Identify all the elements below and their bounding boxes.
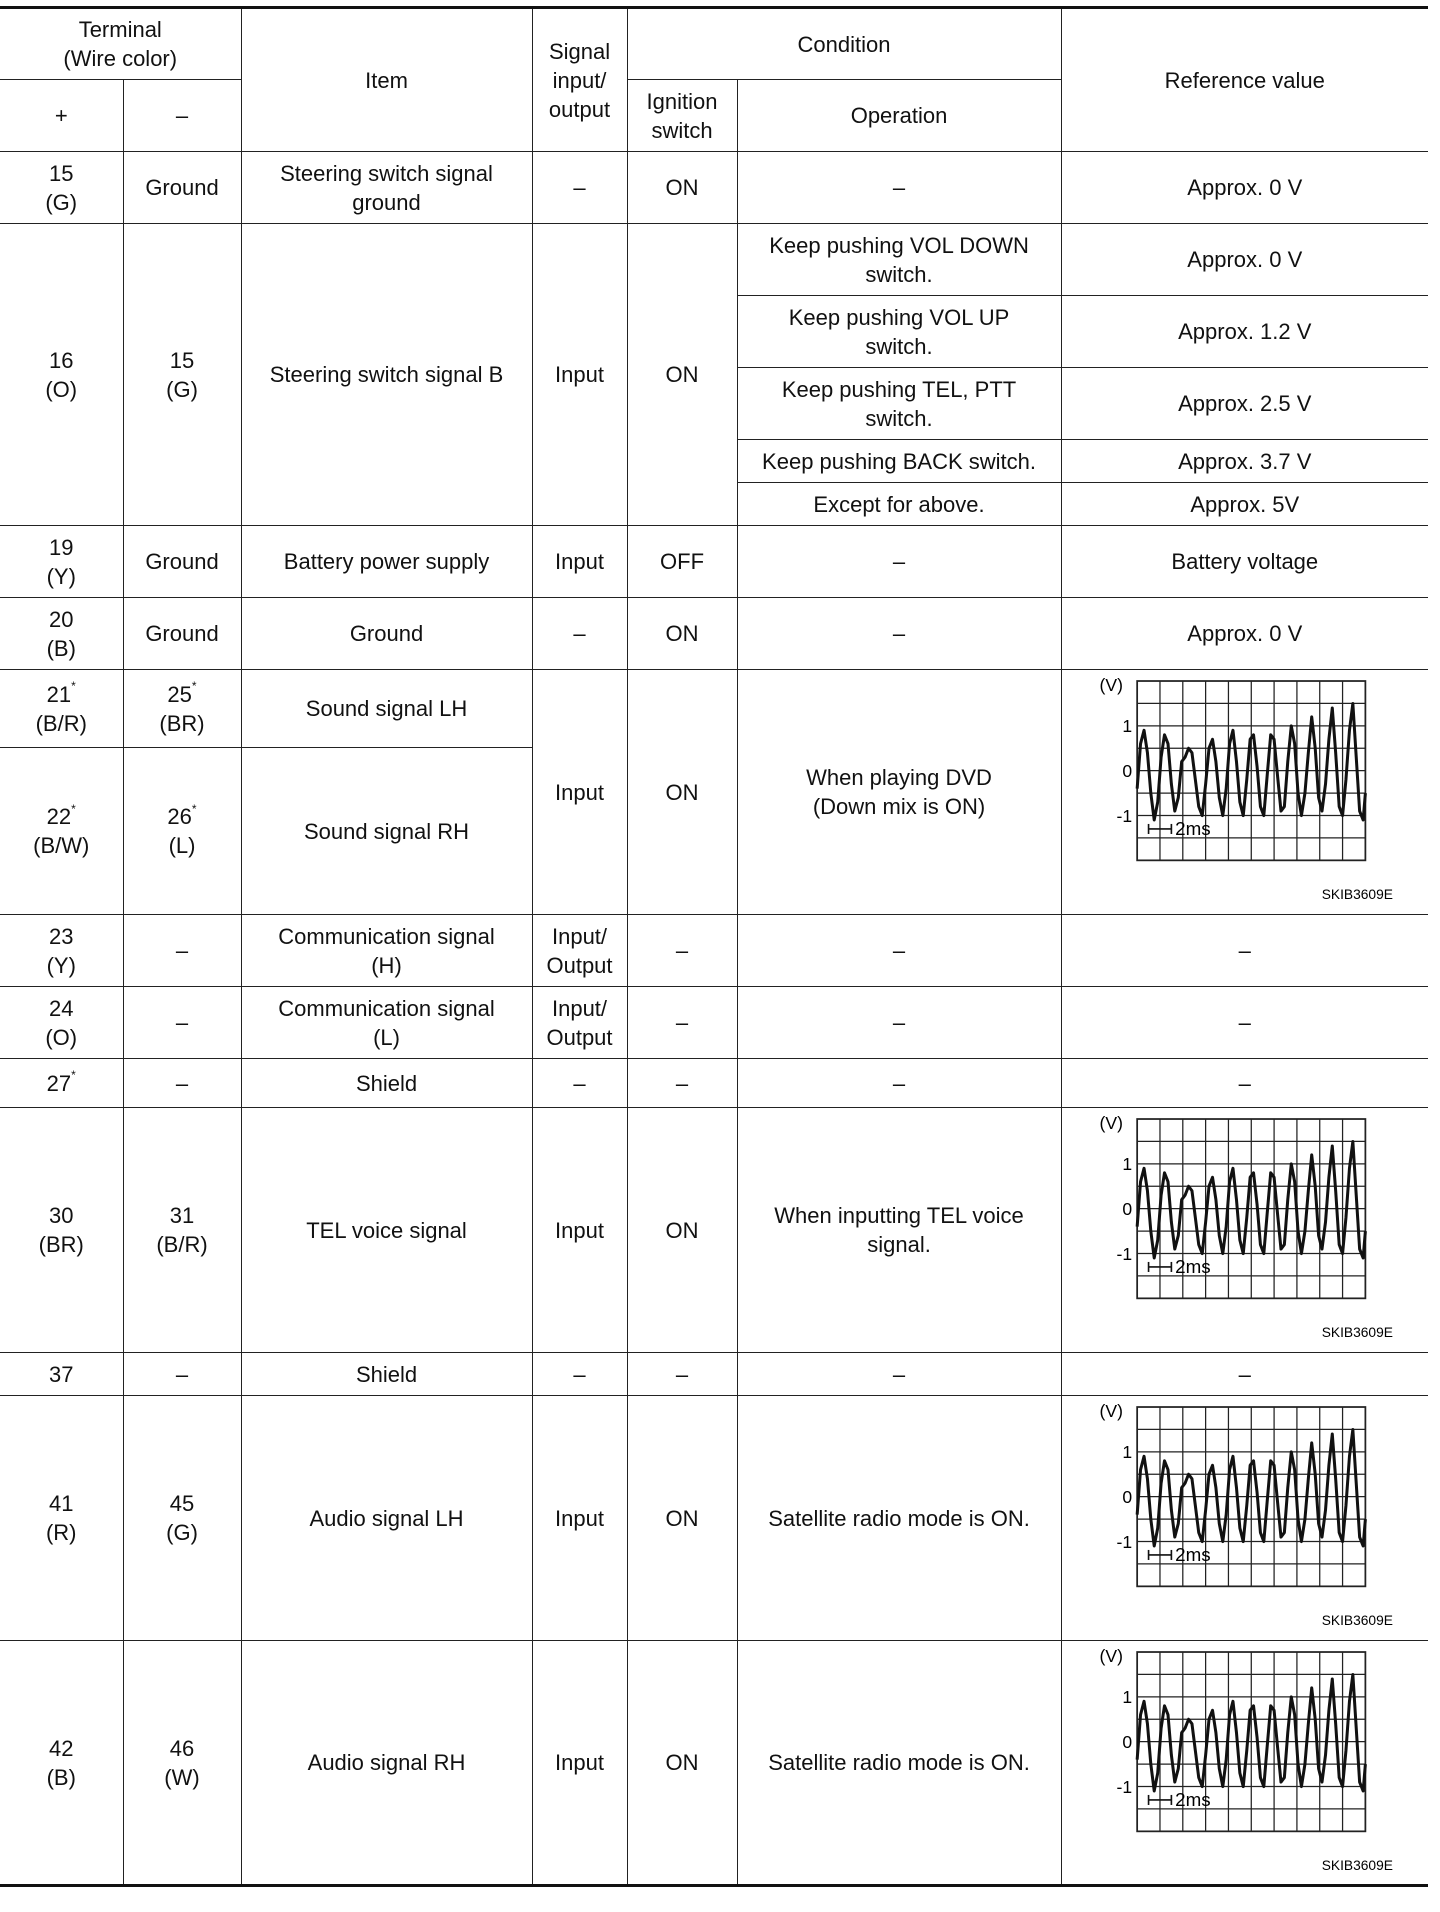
ignition-switch: – [627, 1059, 737, 1108]
y-tick-label: 0 [1122, 1486, 1132, 1507]
time-scale-label: 2ms [1174, 1788, 1211, 1810]
header-signal: Signal input/ output [532, 8, 627, 152]
signal-io: Input [532, 670, 627, 915]
signal-io: Input [532, 1108, 627, 1353]
reference-value: Approx. 0 V [1061, 598, 1428, 670]
reference-value: Battery voltage [1061, 526, 1428, 598]
terminal-reference-table [0, 6, 1428, 1887]
table-row [0, 987, 1428, 1059]
waveform-unit-label: (V) [1099, 676, 1123, 696]
terminal-plus: 20 (B) [0, 598, 123, 670]
time-scale-label: 2ms [1174, 818, 1211, 840]
y-tick-label: 1 [1122, 1686, 1132, 1707]
reference-value-waveform [1061, 670, 1428, 915]
operation: When inputting TEL voice signal. [737, 1108, 1061, 1353]
y-tick-label: -1 [1116, 1776, 1132, 1797]
terminal-minus: 31 (B/R) [123, 1108, 241, 1353]
waveform-chart [1090, 1647, 1400, 1879]
ignition-switch: ON [627, 224, 737, 526]
y-tick-label: -1 [1116, 805, 1132, 826]
table-row [0, 526, 1428, 598]
terminal-minus: – [123, 987, 241, 1059]
terminal-table-wrapper [0, 6, 1428, 1887]
item: Communication signal (L) [241, 987, 532, 1059]
header-operation: Operation [737, 80, 1061, 152]
reference-value: Approx. 0 V [1061, 152, 1428, 224]
operation: Keep pushing VOL UP switch. [737, 296, 1061, 368]
terminal-plus: 15 (G) [0, 152, 123, 224]
reference-value: – [1061, 1059, 1428, 1108]
reference-value-waveform [1061, 1396, 1428, 1641]
ignition-switch: ON [627, 598, 737, 670]
waveform-unit-label: (V) [1099, 1114, 1123, 1134]
item: Communication signal (H) [241, 915, 532, 987]
reference-value-waveform [1061, 1641, 1428, 1886]
terminal-plus: 16 (O) [0, 224, 123, 526]
waveform-chart [1090, 1402, 1400, 1634]
operation: – [737, 598, 1061, 670]
table-row [0, 152, 1428, 224]
operation: Satellite radio mode is ON. [737, 1396, 1061, 1641]
terminal-minus: 26* (L) [123, 748, 241, 915]
time-scale-label: 2ms [1174, 1256, 1211, 1278]
header-plus: + [0, 80, 123, 152]
header-condition: Condition [627, 8, 1061, 80]
waveform-unit-label: (V) [1099, 1646, 1123, 1666]
signal-io: Input [532, 224, 627, 526]
signal-io: – [532, 598, 627, 670]
ignition-switch: – [627, 987, 737, 1059]
reference-value: – [1061, 1353, 1428, 1396]
reference-value: Approx. 1.2 V [1061, 296, 1428, 368]
signal-io: Input [532, 1396, 627, 1641]
signal-io: – [532, 1059, 627, 1108]
terminal-plus: 27* [0, 1059, 123, 1108]
signal-io: – [532, 152, 627, 224]
reference-value: Approx. 5V [1061, 483, 1428, 526]
y-tick-label: 0 [1122, 1198, 1132, 1219]
terminal-minus: – [123, 915, 241, 987]
operation: Except for above. [737, 483, 1061, 526]
table-row [0, 670, 1428, 748]
figure-code: SKIB3609E [1321, 1325, 1393, 1341]
operation: – [737, 152, 1061, 224]
table-row [0, 224, 1428, 296]
reference-value: Approx. 3.7 V [1061, 440, 1428, 483]
operation: – [737, 526, 1061, 598]
signal-io: – [532, 1353, 627, 1396]
waveform-chart [1090, 676, 1400, 908]
item: Sound signal RH [241, 748, 532, 915]
operation: – [737, 1353, 1061, 1396]
table-row [0, 598, 1428, 670]
signal-io: Input/ Output [532, 987, 627, 1059]
terminal-minus: – [123, 1059, 241, 1108]
header-reference: Reference value [1061, 8, 1428, 152]
terminal-plus: 42 (B) [0, 1641, 123, 1886]
terminal-plus: 23 (Y) [0, 915, 123, 987]
header-ignition: Ignition switch [627, 80, 737, 152]
reference-value: Approx. 0 V [1061, 224, 1428, 296]
reference-value: Approx. 2.5 V [1061, 368, 1428, 440]
item: Battery power supply [241, 526, 532, 598]
item: Audio signal LH [241, 1396, 532, 1641]
waveform-unit-label: (V) [1099, 1402, 1123, 1422]
item: Steering switch signal ground [241, 152, 532, 224]
figure-code: SKIB3609E [1321, 1857, 1393, 1873]
time-scale-label: 2ms [1174, 1544, 1211, 1566]
ignition-switch: ON [627, 1641, 737, 1886]
terminal-minus: Ground [123, 526, 241, 598]
item: Audio signal RH [241, 1641, 532, 1886]
terminal-plus: 22* (B/W) [0, 748, 123, 915]
table-row [0, 1108, 1428, 1353]
operation: – [737, 1059, 1061, 1108]
waveform-chart [1090, 1114, 1400, 1346]
item: Ground [241, 598, 532, 670]
reference-value-waveform [1061, 1108, 1428, 1353]
terminal-minus: 46 (W) [123, 1641, 241, 1886]
operation: Keep pushing VOL DOWN switch. [737, 224, 1061, 296]
reference-value: – [1061, 915, 1428, 987]
ignition-switch: – [627, 1353, 737, 1396]
terminal-minus: Ground [123, 598, 241, 670]
ignition-switch: ON [627, 152, 737, 224]
item: Shield [241, 1059, 532, 1108]
terminal-plus: 41 (R) [0, 1396, 123, 1641]
y-tick-label: 1 [1122, 716, 1132, 737]
figure-code: SKIB3609E [1321, 887, 1393, 903]
terminal-minus: 15 (G) [123, 224, 241, 526]
terminal-minus: Ground [123, 152, 241, 224]
terminal-plus: 24 (O) [0, 987, 123, 1059]
operation: – [737, 915, 1061, 987]
item: TEL voice signal [241, 1108, 532, 1353]
header-terminal: Terminal (Wire color) [0, 8, 241, 80]
operation: Keep pushing TEL, PTT switch. [737, 368, 1061, 440]
ignition-switch: OFF [627, 526, 737, 598]
figure-code: SKIB3609E [1321, 1613, 1393, 1629]
y-tick-label: 1 [1122, 1154, 1132, 1175]
y-tick-label: -1 [1116, 1531, 1132, 1552]
signal-io: Input [532, 1641, 627, 1886]
terminal-plus: 21* (B/R) [0, 670, 123, 748]
table-row [0, 1641, 1428, 1886]
operation: Keep pushing BACK switch. [737, 440, 1061, 483]
terminal-plus: 37 [0, 1353, 123, 1396]
signal-io: Input [532, 526, 627, 598]
table-row [0, 915, 1428, 987]
y-tick-label: 0 [1122, 1731, 1132, 1752]
item: Steering switch signal B [241, 224, 532, 526]
table-row [0, 1353, 1428, 1396]
terminal-plus: 19 (Y) [0, 526, 123, 598]
operation: – [737, 987, 1061, 1059]
y-tick-label: -1 [1116, 1243, 1132, 1264]
y-tick-label: 0 [1122, 760, 1132, 781]
reference-value: – [1061, 987, 1428, 1059]
ignition-switch: ON [627, 670, 737, 915]
table-row [0, 1396, 1428, 1641]
item: Sound signal LH [241, 670, 532, 748]
operation: When playing DVD (Down mix is ON) [737, 670, 1061, 915]
header-minus: – [123, 80, 241, 152]
terminal-minus: 25* (BR) [123, 670, 241, 748]
operation: Satellite radio mode is ON. [737, 1641, 1061, 1886]
terminal-minus: 45 (G) [123, 1396, 241, 1641]
ignition-switch: – [627, 915, 737, 987]
terminal-minus: – [123, 1353, 241, 1396]
ignition-switch: ON [627, 1108, 737, 1353]
y-tick-label: 1 [1122, 1442, 1132, 1463]
table-row [0, 1059, 1428, 1108]
item: Shield [241, 1353, 532, 1396]
terminal-plus: 30 (BR) [0, 1108, 123, 1353]
ignition-switch: ON [627, 1396, 737, 1641]
signal-io: Input/ Output [532, 915, 627, 987]
header-item: Item [241, 8, 532, 152]
